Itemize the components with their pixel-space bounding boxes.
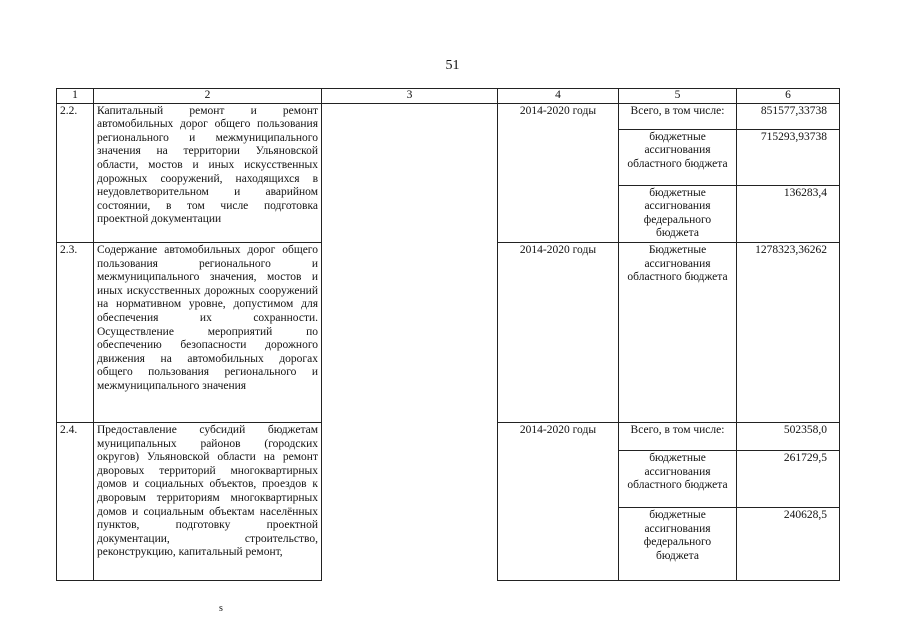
program-table: [56, 88, 840, 581]
row-description: Содержание автомобильных дорог общего пользования регионального и межмуниципального значения, мостов и иных искусственных дорожных сооружений на нормативном уровне, допустимом для обеспечения их сохранности. Осуществление мероприятий по обеспечению безопасности дорожного движения на автомобильных дорогах общего пользования регионального и межмуниципального значения: [94, 242, 322, 422]
funding-amount: 851577,33738: [737, 103, 840, 129]
page-number: 51: [445, 58, 460, 73]
funding-source: бюджетные ассигнования федерального бюджета: [619, 507, 737, 580]
row-number: 2.3.: [57, 242, 94, 422]
column-3-empty-cell: [322, 103, 498, 580]
header-cell: 5: [619, 89, 737, 104]
funding-source: Всего, в том числе:: [619, 103, 737, 129]
funding-source: бюджетные ассигнования областного бюджета: [619, 129, 737, 185]
funding-source: бюджетные ассигнования областного бюджета: [619, 450, 737, 507]
funding-source: бюджетные ассигнования федерального бюджета: [619, 185, 737, 242]
row-description: Предоставление субсидий бюджетам муниципальных районов (городских округов) Ульяновской области на ремонт дворовых территорий многоквартирных домов и социальных объектов, проездов к дворовым территориям многоквартирных домов и социальным объектам населённых пунктов, подготовку проектной документации, строительство, реконструкцию, капитальный ремонт,: [94, 422, 322, 580]
row-period: 2014-2020 годы: [498, 103, 619, 242]
row-number: 2.2.: [57, 103, 94, 242]
funding-amount: 136283,4: [737, 185, 840, 242]
row-number: 2.4.: [57, 422, 94, 580]
table-header-row: [57, 89, 840, 104]
funding-amount: 240628,5: [737, 507, 840, 580]
funding-amount: 502358,0: [737, 422, 840, 450]
header-cell: 2: [94, 89, 322, 104]
header-cell: 3: [322, 89, 498, 104]
row-period: 2014-2020 годы: [498, 422, 619, 580]
funding-amount: 1278323,36262: [737, 242, 840, 422]
row-period: 2014-2020 годы: [498, 242, 619, 422]
funding-amount: 715293,93738: [737, 129, 840, 185]
header-cell: 4: [498, 89, 619, 104]
stray-mark: s: [219, 603, 223, 614]
header-cell: 6: [737, 89, 840, 104]
funding-source: Всего, в том числе:: [619, 422, 737, 450]
funding-source: Бюджетные ассигнования областного бюджета: [619, 242, 737, 422]
header-cell: 1: [57, 89, 94, 104]
funding-amount: 261729,5: [737, 450, 840, 507]
table-row: [57, 103, 840, 129]
row-description: Капитальный ремонт и ремонт автомобильных дорог общего пользования регионального и межмуниципального значения на территории Ульяновской области, мостов и иных искусственных дорожных сооружений, находящихся в неудовлетворительном и аварийном состоянии, в том числе подготовка проектной документации: [94, 103, 322, 242]
